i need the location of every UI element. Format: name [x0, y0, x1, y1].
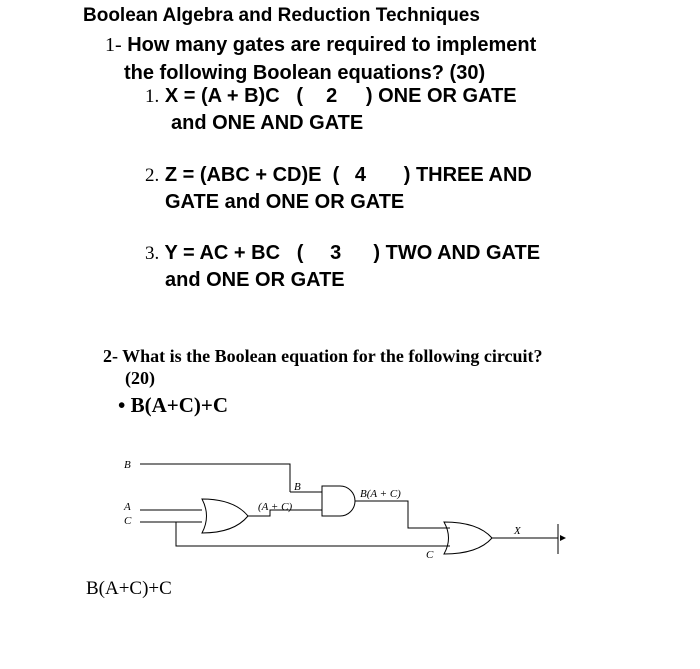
question-1-line-1: [105, 31, 536, 59]
item-tail: ) TWO AND GATE: [373, 242, 541, 264]
bullet-answer: • B(A+C)+C: [118, 393, 229, 417]
item-answer: 4: [354, 164, 366, 186]
logic-circuit-diagram: [110, 450, 580, 570]
item-tail: ) ONE OR GATE: [365, 85, 517, 107]
wire-b: [140, 464, 290, 492]
question-1-number: 1-: [105, 34, 122, 56]
label-b-into-and: B: [294, 481, 301, 493]
item-equation: Z = (ABC + CD)E: [164, 164, 322, 186]
question-1-item: 2. Z = (ABC + CD)E ( 4 ) THREE AND GATE and ONE OR GATE: [145, 162, 532, 216]
question-1: [105, 31, 536, 87]
label-input-b: B: [124, 459, 131, 471]
wire-and-out: [355, 501, 450, 528]
item-line-2: GATE and ONE OR GATE: [165, 191, 405, 213]
page-title: Boolean Algebra and Reduction Techniques: [83, 5, 480, 26]
item-tail: ) THREE AND: [403, 164, 532, 186]
label-and-output: B(A + C): [360, 488, 401, 500]
item-answer: 2: [326, 85, 338, 107]
final-answer: B(A+C)+C: [86, 578, 172, 599]
label-input-c: C: [124, 515, 132, 527]
question-1-item: 1. X = (A + B)C ( 2 ) ONE OR GATE and ONE AND GATE: [145, 83, 517, 137]
or-gate-1: [202, 499, 248, 533]
item-equation: X = (A + B)C: [164, 85, 280, 107]
item-number: 2.: [145, 165, 160, 186]
item-answer: 3: [330, 242, 342, 264]
item-line-2: and ONE AND GATE: [171, 112, 364, 134]
item-number: 3.: [145, 243, 160, 264]
item-number: 1.: [145, 86, 160, 107]
item-equation: Y = AC + BC: [164, 242, 281, 264]
output-arrow: [560, 535, 566, 541]
question-2-text-1: 2- What is the Boolean equation for the following circuit?: [103, 346, 543, 366]
question-1-item: 3. Y = AC + BC ( 3 ) TWO AND GATE and ONE OR GATE: [145, 240, 540, 294]
question-2: [103, 345, 543, 389]
or-gate-2: [444, 522, 492, 554]
label-input-a: A: [124, 501, 131, 513]
item-line-2: and ONE OR GATE: [165, 269, 345, 291]
label-or1-output: (A + C): [258, 501, 293, 513]
question-1-text-1: How many gates are required to implement: [127, 34, 537, 56]
label-output-x: X: [514, 525, 521, 537]
question-1-text-2: the following Boolean equations? (30): [124, 62, 486, 84]
and-gate: [322, 486, 355, 516]
label-c-into-or2: C: [426, 549, 434, 561]
wire-c-branch: [176, 522, 450, 546]
question-2-text-2: (20): [125, 368, 155, 388]
